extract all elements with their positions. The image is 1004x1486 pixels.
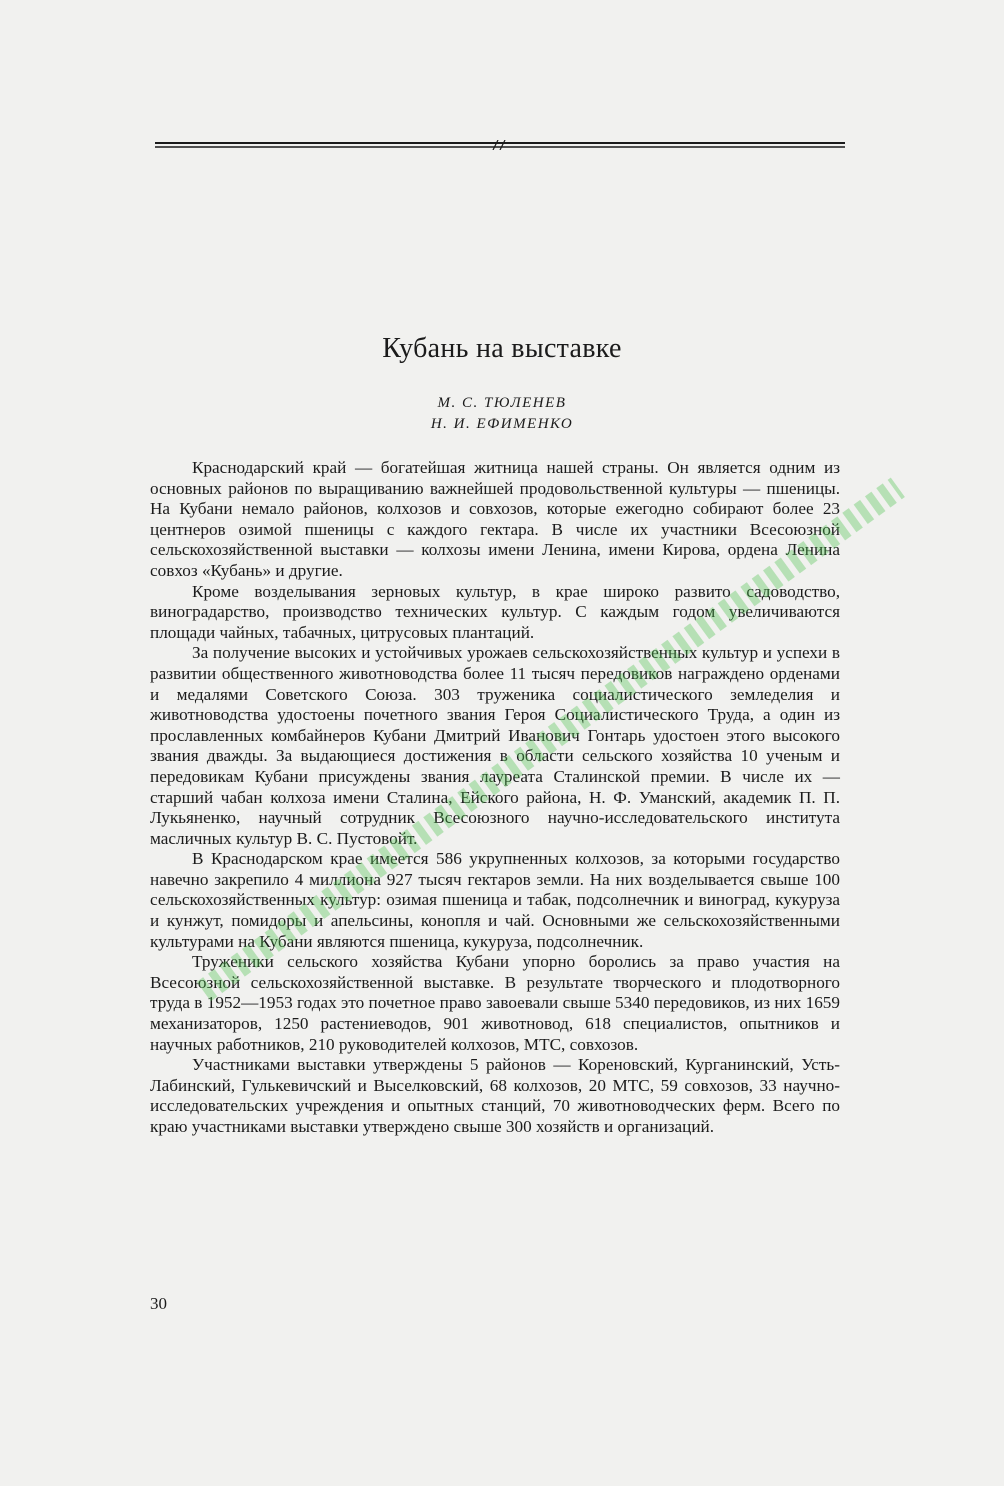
page-number: 30 (150, 1294, 167, 1313)
author-1: М. С. ТЮЛЕНЕВ (437, 395, 567, 411)
article-body (150, 458, 840, 1138)
paragraph-3: За получение высоких и устойчивых урожаев сельскохозяйственных культур и успехи в развитии общественного животноводства более 11 тысяч передовиков награждено орденами и медалями Советского Союза. 303 труженика социалистического земледелия и животноводства удостоены почетного звания Героя Социалистического Труда, а один из прославленных комбайнеров Кубани Дмитрий Иванович Гонтарь удостоен этого высокого звания дважды. За выдающиеся достижения в области сельского хозяйства 10 ученым и передовикам Кубани присуждены звания лауреата Сталинской премии. В числе их — старший чабан колхоза имени Сталина, Ейского района, Н. Ф. Уманский, академик П. П. Лукьяненко, научный сотрудник Всесоюзного научно-исследовательского института масличных культур В. С. Пустовойт. (150, 643, 840, 848)
paragraph-6: Участниками выставки утверждены 5 районов — Кореновский, Курганинский, Усть-Лабинский, Гулькевичский и Выселковский, 68 колхозов, 20 МТС, 59 совхозов, 33 научно-исследовательских учреждения и опытных станций, 70 животноводческих ферм. Всего по краю участниками выставки утверждено свыше 300 хозяйств и организаций. (150, 1055, 840, 1136)
author-2: Н. И. ЕФИМЕНКО (430, 416, 574, 432)
paragraph-5: Труженики сельского хозяйства Кубани упорно боролись за право участия на Всесоюзной сельскохозяйственной выставке. В результате творческого и плодотворного труда в 1952—1953 годах это почетное право завоевали свыше 5340 передовиков, из них 1659 механизаторов, 1250 растениеводов, 901 животновод, 618 специалистов, опытников и научных работников, 210 руководителей колхозов, МТС, совхозов. (150, 952, 840, 1054)
article-title: Кубань на выставке (382, 333, 622, 364)
article-authors (0, 393, 1004, 435)
paragraph-2: Кроме возделывания зерновых культур, в крае широко развито садоводство, виноградарство, производство технических культур. С каждым годом увеличиваются площади чайных, табачных, цитрусовых плантаций. (150, 581, 840, 642)
header-rule (155, 140, 845, 150)
paragraph-4: В Краснодарском крае имеется 586 укрупненных колхозов, за которыми государство навечно закрепило 4 миллиона 927 тысяч гектаров земли. На них возделывается свыше 100 сельскохозяйственных культур: озимая пшеница и табак, подсолнечник и виноград, кукуруза и кунжут, помидоры и апельсины, конопля и чай. Основными же сельскохозяйственными культурами на Кубани являются пшеница, кукуруза, подсолнечник. (150, 849, 840, 951)
paragraph-1: Краснодарский край — богатейшая житница нашей страны. Он является одним из основных районов по выращиванию важнейшей продовольственной культуры — пшеницы. На Кубани немало районов, колхозов и совхозов, которые ежегодно собирают более 23 центнеров озимой пшеницы с каждого гектара. В числе их участники Всесоюзной сельскохозяйственной выставки — колхозы имени Ленина, имени Кирова, ордена Ленина совхоз «Кубань» и другие. (150, 458, 840, 580)
